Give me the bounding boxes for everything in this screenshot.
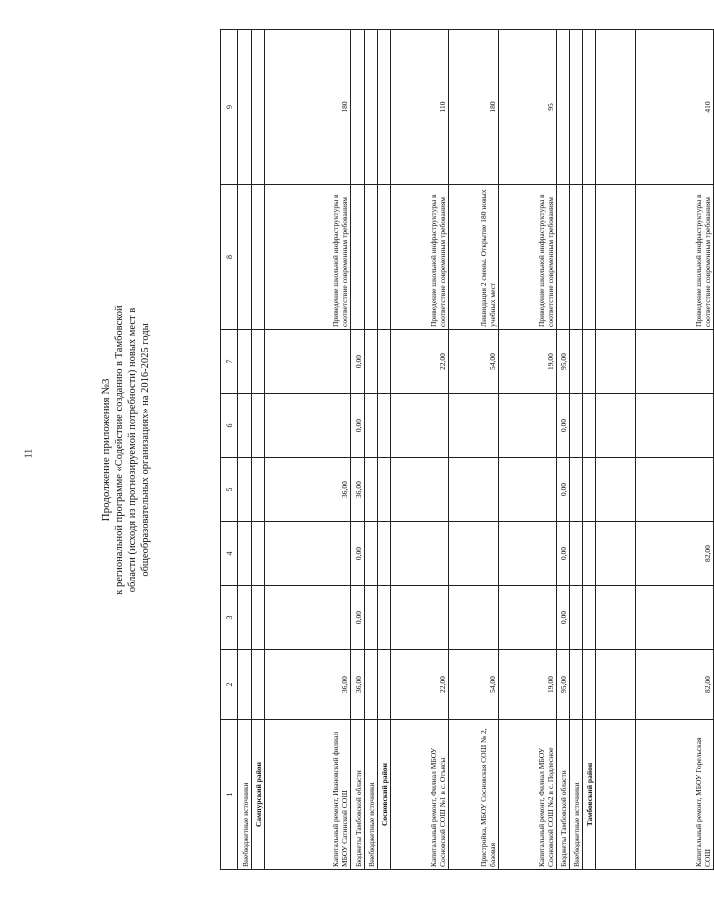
amount-cell: 54,00 (449, 330, 499, 394)
amount-cell (391, 586, 449, 650)
district-heading: Сосновский район (378, 720, 391, 870)
section-row (378, 30, 391, 870)
column-header: 2 (221, 650, 238, 720)
amount-cell (265, 394, 351, 458)
empty-cell (583, 586, 596, 650)
result-description (570, 185, 583, 330)
amount-cell (596, 330, 636, 394)
empty-cell (252, 458, 265, 522)
column-header: 8 (221, 185, 238, 330)
column-header: 6 (221, 394, 238, 458)
empty-cell (252, 330, 265, 394)
amount-cell: 19,00 (499, 330, 557, 394)
table-row (238, 30, 252, 870)
empty-cell (252, 30, 265, 185)
table-row (596, 30, 636, 870)
amount-cell (499, 394, 557, 458)
amount-cell (636, 330, 714, 394)
amount-cell: 36,00 (265, 650, 351, 720)
amount-cell: 82,00 (636, 650, 714, 720)
new-places-count (570, 30, 583, 185)
empty-cell (583, 185, 596, 330)
column-header: 1 (221, 720, 238, 870)
row-label: Бюджеты Тамбовской области (557, 720, 570, 870)
district-heading: Тамбовский район (583, 720, 596, 870)
amount-cell: 0,00 (351, 330, 365, 394)
amount-cell (238, 522, 252, 586)
result-description (238, 185, 252, 330)
table-row (499, 30, 557, 870)
amount-cell (238, 330, 252, 394)
amount-cell: 95,00 (557, 650, 570, 720)
amount-cell (265, 522, 351, 586)
result-description: Приведение школьной инфраструктуры в соответствие современным требованиям (636, 185, 714, 330)
new-places-count: 410 (636, 30, 714, 185)
amount-cell (570, 458, 583, 522)
table-row (449, 30, 499, 870)
row-label: Капитальный ремонт, Филиал МБОУ Сосновской СОШ №2 в с. Подлесное (499, 720, 557, 870)
amount-cell (265, 586, 351, 650)
row-label (596, 720, 636, 870)
table-row (391, 30, 449, 870)
empty-cell (252, 185, 265, 330)
empty-cell (378, 330, 391, 394)
program-table (220, 29, 714, 870)
row-label: Внебюджетные источники (365, 720, 378, 870)
result-description: Приведение школьной инфраструктуры в соответствие современным требованиям (499, 185, 557, 330)
caption-line: Продолжение приложения №3 (100, 378, 112, 522)
amount-cell: 0,00 (557, 394, 570, 458)
result-description: Приведение школьной инфраструктуры в соответствие современным требованиям (391, 185, 449, 330)
empty-cell (583, 650, 596, 720)
row-label: Капитальный ремонт, Ивановский филиал МБОУ Сатинской СОШ (265, 720, 351, 870)
row-label: Внебюджетные источники (238, 720, 252, 870)
column-header: 5 (221, 458, 238, 522)
amount-cell: 0,00 (557, 586, 570, 650)
appendix-caption (100, 30, 210, 870)
amount-cell (391, 394, 449, 458)
table-row (351, 30, 365, 870)
caption-line: области (исходя из прогнозируемой потребности) новых мест в (127, 307, 138, 593)
result-description (596, 185, 636, 330)
row-label: Пристройка, МБОУ Сосновская СОШ № 2, базовая (449, 720, 499, 870)
new-places-count: 110 (391, 30, 449, 185)
amount-cell (570, 586, 583, 650)
table-row (557, 30, 570, 870)
amount-cell: 82,00 (636, 522, 714, 586)
empty-cell (378, 650, 391, 720)
empty-cell (378, 185, 391, 330)
new-places-count (596, 30, 636, 185)
amount-cell (449, 394, 499, 458)
page-number: 11 (23, 448, 35, 459)
amount-cell (365, 522, 378, 586)
result-description (557, 185, 570, 330)
empty-cell (378, 394, 391, 458)
empty-cell (583, 522, 596, 586)
amount-cell: 22,00 (391, 330, 449, 394)
amount-cell (365, 586, 378, 650)
district-heading: Сампурский район (252, 720, 265, 870)
empty-cell (378, 522, 391, 586)
table-row (365, 30, 378, 870)
amount-cell (391, 522, 449, 586)
new-places-count (557, 30, 570, 185)
amount-cell (499, 458, 557, 522)
empty-cell (378, 458, 391, 522)
amount-cell: 22,00 (391, 650, 449, 720)
amount-cell: 36,00 (265, 458, 351, 522)
amount-cell: 0,00 (351, 522, 365, 586)
amount-cell (570, 650, 583, 720)
amount-cell (570, 394, 583, 458)
amount-cell (238, 458, 252, 522)
amount-cell (391, 458, 449, 522)
empty-cell (583, 330, 596, 394)
amount-cell (365, 330, 378, 394)
row-label: Капитальный ремонт, МБОУ Горельская СОШ (636, 720, 714, 870)
empty-cell (583, 394, 596, 458)
table-row (265, 30, 351, 870)
header-row (221, 30, 238, 870)
column-header: 7 (221, 330, 238, 394)
caption-line: общеобразовательных организациях» на 2016-2025 годы (140, 323, 151, 577)
new-places-count: 180 (265, 30, 351, 185)
amount-cell (238, 394, 252, 458)
amount-cell: 95,00 (557, 330, 570, 394)
empty-cell (252, 394, 265, 458)
amount-cell (570, 330, 583, 394)
amount-cell (596, 650, 636, 720)
amount-cell: 0,00 (557, 522, 570, 586)
amount-cell: 36,00 (351, 650, 365, 720)
amount-cell (596, 586, 636, 650)
amount-cell (265, 330, 351, 394)
result-description: Ликвидация 2 смены. Открытие 180 новых учебных мест (449, 185, 499, 330)
section-row (252, 30, 265, 870)
amount-cell (499, 522, 557, 586)
amount-cell: 54,00 (449, 650, 499, 720)
amount-cell: 0,00 (557, 458, 570, 522)
column-header: 4 (221, 522, 238, 586)
amount-cell (365, 458, 378, 522)
amount-cell (596, 394, 636, 458)
caption-line: к региональной программе «Содействие созданию в Тамбовской (114, 305, 125, 595)
empty-cell (378, 586, 391, 650)
table-row (570, 30, 583, 870)
new-places-count (365, 30, 378, 185)
amount-cell (596, 458, 636, 522)
row-label: Внебюджетные источники (570, 720, 583, 870)
table-row (636, 30, 714, 870)
row-label: Бюджеты Тамбовской области (351, 720, 365, 870)
new-places-count (351, 30, 365, 185)
amount-cell (636, 458, 714, 522)
amount-cell (449, 586, 499, 650)
result-description (365, 185, 378, 330)
amount-cell: 0,00 (351, 394, 365, 458)
empty-cell (252, 522, 265, 586)
empty-cell (378, 30, 391, 185)
amount-cell: 0,00 (351, 586, 365, 650)
empty-cell (252, 586, 265, 650)
column-header: 9 (221, 30, 238, 185)
rotated-document (100, 30, 712, 870)
amount-cell: 36,00 (351, 458, 365, 522)
empty-cell (252, 650, 265, 720)
new-places-count (238, 30, 252, 185)
row-label: Капитальный ремонт, Филиал МБОУ Сосновской СОШ №1 в с. Отъясы (391, 720, 449, 870)
amount-cell (449, 458, 499, 522)
result-description: Приведение школьной инфраструктуры в соответствие современным требованиям (265, 185, 351, 330)
amount-cell (238, 586, 252, 650)
new-places-count: 180 (449, 30, 499, 185)
amount-cell (238, 650, 252, 720)
amount-cell (365, 394, 378, 458)
amount-cell (596, 522, 636, 586)
amount-cell (499, 586, 557, 650)
amount-cell (365, 650, 378, 720)
result-description (351, 185, 365, 330)
new-places-count: 95 (499, 30, 557, 185)
empty-cell (583, 458, 596, 522)
amount-cell: 19,00 (499, 650, 557, 720)
column-header: 3 (221, 586, 238, 650)
empty-cell (583, 30, 596, 185)
amount-cell (449, 522, 499, 586)
amount-cell (570, 522, 583, 586)
amount-cell (636, 394, 714, 458)
amount-cell (636, 586, 714, 650)
section-row (583, 30, 596, 870)
